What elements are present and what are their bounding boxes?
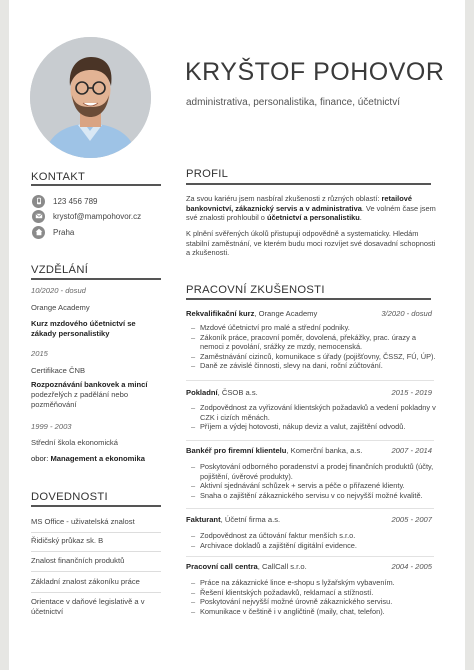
profile-paragraph-1 — [186, 194, 438, 223]
job-company: , ČSOB a.s. — [217, 388, 258, 397]
job-duty: – Aktivní sjednávání schůzek + servis a péče o přiřazené klienty. — [191, 481, 436, 491]
skill-divider — [31, 571, 161, 572]
job-company: , CallCall s.r.o. — [257, 562, 307, 571]
job-duties — [191, 578, 436, 616]
profile-text: Za svou kariéru jsem nasbíral zkušenosti z různých oblastí: — [186, 194, 382, 203]
job-duty: – Zodpovědnost za účtování faktur menších s.r.o. — [191, 531, 436, 541]
contact-heading: KONTAKT — [31, 171, 86, 183]
education-date: 2015 — [31, 349, 48, 358]
home-icon — [32, 226, 45, 239]
job-duty: – Řešení klientských požadavků, reklamací a stížností. — [191, 588, 436, 598]
job-duty: – Příjem a výdej hotovosti, nákup deviz a valut, zajištění odvodů. — [191, 422, 436, 432]
job-title: Bankéř pro firemní klientelu — [186, 446, 287, 455]
profile-photo — [30, 37, 151, 158]
job-date: 2007 - 2014 — [391, 446, 432, 455]
job-divider — [186, 508, 434, 509]
skill-divider — [31, 551, 161, 552]
job-title: Rekvalifikační kurz — [186, 309, 255, 318]
profile-highlight: retailové bankovnictví, zákaznický servis a v administrativa — [186, 194, 412, 213]
education-description-bold: Rozpoznávání bankovek a mincí — [31, 380, 148, 389]
education-heading-rule — [31, 278, 161, 280]
job-header — [186, 515, 432, 525]
envelope-icon — [32, 210, 45, 223]
education-field — [31, 454, 159, 464]
job-duties — [191, 462, 436, 500]
job-duty: – Zákoník práce, pracovní poměr, dovolená, překážky, prac. úrazy a nemoci z povolání, srážky ze mzdy, nemocenská. — [191, 333, 436, 352]
job-duty: – Mzdové účetnictví pro malé a střední podniky. — [191, 323, 436, 333]
job-date: 2015 - 2019 — [391, 388, 432, 397]
job-duty: – Poskytování nejvyšší možné úrovně zákaznického servisu. — [191, 597, 436, 607]
contact-city-row — [32, 225, 74, 239]
job-divider — [186, 380, 434, 381]
job-duty: – Archivace dokladů a zajištění digitální evidence. — [191, 541, 436, 551]
contact-city: Praha — [53, 227, 75, 237]
education-school: Střední škola ekonomická — [31, 438, 118, 447]
education-date: 10/2020 - dosud — [31, 286, 86, 295]
job-date: 3/2020 - dosud — [381, 309, 432, 318]
job-header — [186, 562, 432, 572]
job-duty: – Komunikace v češtině i v angličtině (maily, chat, telefon). — [191, 607, 436, 617]
profile-text: . Ve volném čase jsem své znalosti prohloubil o — [186, 203, 436, 223]
experience-heading-rule — [186, 298, 431, 300]
profile-heading-rule — [186, 183, 431, 185]
education-field-label: obor: — [31, 454, 49, 463]
education-school: Certifikace ČNB — [31, 366, 86, 375]
skill-item: Řidičský průkaz sk. B — [31, 536, 104, 545]
job-duty: – Snaha o zajištění zákaznického servisu v co nejvyšší možné kvalitě. — [191, 491, 436, 501]
education-description: podezřelých z padělání nebo pozměňování — [31, 390, 129, 409]
job-duty: – Daně ze závislé činnosti, slevy na dani, roční zúčtování. — [191, 361, 436, 371]
job-duties — [191, 403, 436, 432]
job-header — [186, 388, 432, 398]
education-heading: VZDĚLÁNÍ — [31, 264, 89, 276]
job-title: Pracovní call centra — [186, 562, 258, 571]
contact-phone[interactable]: 123 456 789 — [53, 196, 98, 206]
skill-item: Základní znalost zákoníku práce — [31, 577, 140, 586]
candidate-tagline: administrativa, personalistika, finance, účetnictví — [186, 97, 400, 108]
job-company: , Orange Academy — [254, 309, 318, 318]
job-divider — [186, 556, 434, 557]
education-field-value: Management a ekonomika — [50, 454, 145, 463]
job-divider — [186, 440, 434, 441]
education-description: Kurz mzdového účetnictví se zákady personalistiky — [31, 319, 136, 338]
job-title: Fakturant — [186, 515, 221, 524]
job-date: 2004 - 2005 — [391, 562, 432, 571]
job-duty: – Práce na zákaznické lince e-shopu s lyžařským vybavením. — [191, 578, 436, 588]
profile-paragraph-2: K plnění svěřených úkolů přistupuji odpovědně a systematicky. Hledám stabilní zaměstnání, ve kterém budu moci rozvíjet své dosavadní schopnosti a zkušenosti. — [186, 229, 436, 258]
job-company: , Komerční banka, a.s. — [286, 446, 363, 455]
job-duties — [191, 531, 436, 550]
education-school: Orange Academy — [31, 303, 90, 312]
contact-heading-rule — [31, 184, 161, 186]
skill-item: Znalost finančních produktů — [31, 556, 125, 565]
job-duty: – Zodpovědnost za vyřizování klientských požadavků a vedení pokladny v CZK i cizích měnách. — [191, 403, 436, 422]
skills-heading: DOVEDNOSTI — [31, 491, 108, 503]
experience-heading: PRACOVNÍ ZKUŠENOSTI — [186, 284, 325, 296]
skill-divider — [31, 592, 161, 593]
resume-page — [9, 0, 465, 670]
job-duties — [191, 323, 436, 371]
skill-item: Orientace v daňové legislativě a v účetnictví — [31, 597, 145, 616]
profile-highlight: účetnictví a personalistiku — [266, 213, 360, 223]
phone-icon — [32, 195, 45, 208]
job-header — [186, 309, 432, 319]
job-date: 2005 - 2007 — [391, 515, 432, 524]
profile-text: . — [359, 213, 362, 223]
skills-heading-rule — [31, 505, 161, 507]
candidate-name: KRYŠTOF POHOVOR — [185, 58, 445, 86]
job-header — [186, 446, 432, 456]
skill-item: MS Office - uživatelská znalost — [31, 517, 135, 526]
job-title: Pokladní — [186, 388, 218, 397]
contact-email[interactable]: krystof@mampohovor.cz — [53, 211, 142, 221]
job-duty: – Zaměstnávání cizinců, komunikace s úřady (pojišťovny, ČSSZ, FÚ, ÚP). — [191, 352, 436, 362]
skill-divider — [31, 532, 161, 533]
education-date: 1999 - 2003 — [31, 422, 72, 431]
contact-email-row — [32, 209, 141, 223]
profile-heading: PROFIL — [186, 168, 229, 180]
job-duty: – Poskytování odborného poradenství a prodej finančních produktů (účty, pojištění, úvěrové produkty). — [191, 462, 436, 481]
contact-phone-row — [32, 194, 98, 208]
job-company: , Účetní firma a.s. — [220, 515, 281, 524]
